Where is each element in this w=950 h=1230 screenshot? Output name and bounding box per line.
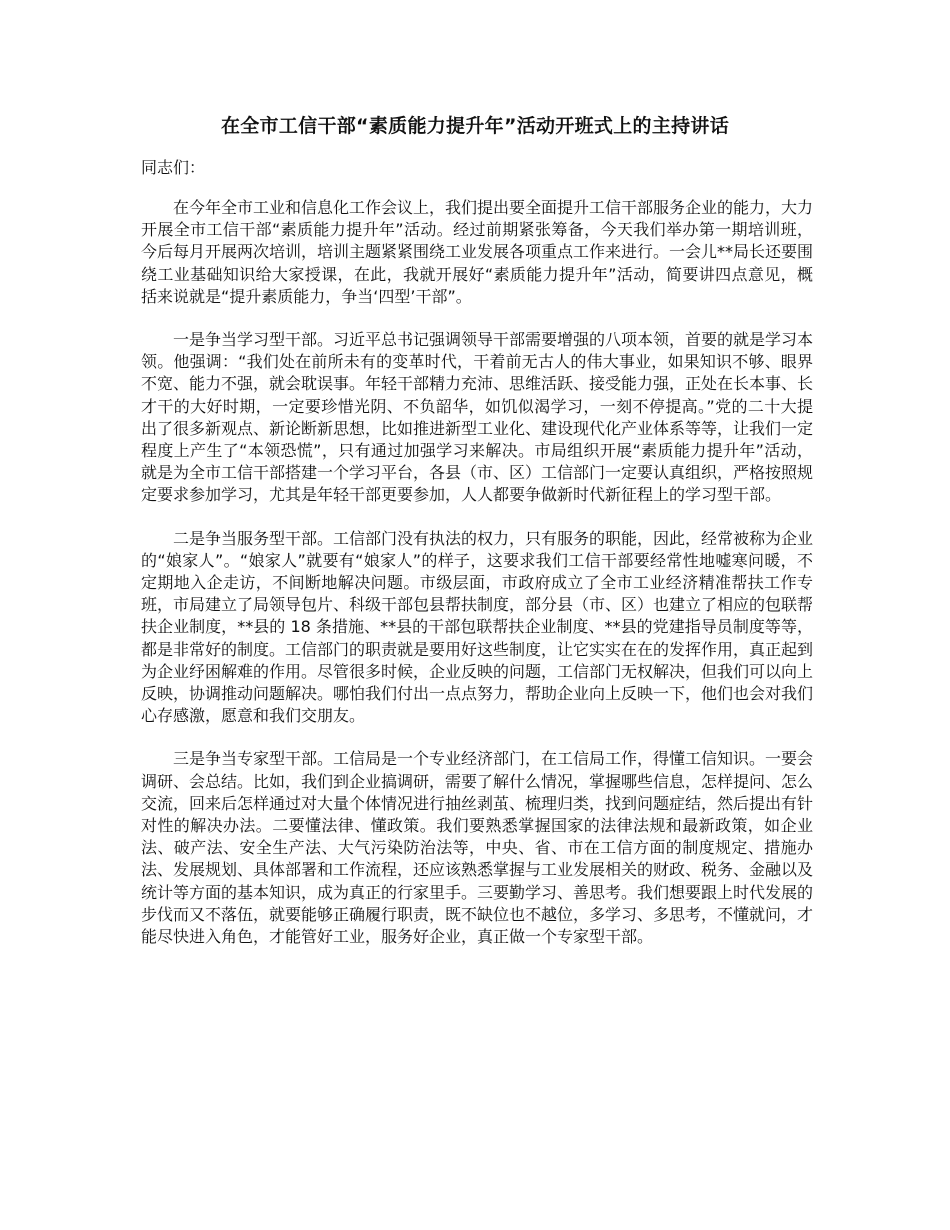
paragraph-intro: 在今年全市工业和信息化工作会议上，我们提出要全面提升工信干部服务企业的能力，大力开展全市工信干部“素质能力提升年”活动。经过前期紧张筹备，今天我们举办第一期培训班，今后每月开展两次培训，培训主题紧紧围绕工业发展各项重点工作来进行。一会儿**局长还要围绕工业基础知识给大家授课，在此，我就开展好“素质能力提升年”活动，简要讲四点意见，概括来说就是“提升素质能力，争当‘四型’干部”。 [141, 198, 814, 306]
salutation: 同志们： [141, 158, 206, 177]
paragraph-service-cadre: 二是争当服务型干部。工信部门没有执法的权力，只有服务的职能，因此，经常被称为企业的“娘家人”。“娘家人”就要有“娘家人”的样子，这要求我们工信干部要经常性地嘘寒问暖，不定期地入企走访，不间断地解决问题。市级层面，市政府成立了全市工业经济精准帮扶工作专班，市局建立了局领导包片、科级干部包县帮扶制度，部分县（市、区）也建立了相应的包联帮扶企业制度，**县的 18 条措施、**县的干部包联帮扶企业制度、**县的党建指导员制度等等，都是非常好的制度。工信部门的职责就是要用好这些制度，让它实实在在的发挥作用，真正起到为企业纾困解难的作用。尽管很多时候，企业反映的问题，工信部门无权解决，但我们可以向上反映，协调推动问题解决。哪怕我们付出一点点努力，帮助企业向上反映一下，他们也会对我们心存感激，愿意和我们交朋友。 [141, 528, 814, 726]
document-body [141, 197, 813, 969]
paragraph-learning-cadre: 一是争当学习型干部。习近平总书记强调领导干部需要增强的八项本领，首要的就是学习本领。他强调：“我们处在前所未有的变革时代，干着前无古人的伟大事业，如果知识不够、眼界不宽、能力不强，就会耽误事。年轻干部精力充沛、思维活跃、接受能力强，正处在长本事、长才干的大好时期，一定要珍惜光阴、不负韶华，如饥似渴学习，一刻不停提高。”党的二十大提出了很多新观点、新论断新思想，比如推进新型工业化、建设现代化产业体系等等，让我们一定程度上产生了“本领恐慌”，只有通过加强学习来解决。市局组织开展“素质能力提升年”活动，就是为全市工信干部搭建一个学习平台，各县（市、区）工信部门一定要认真组织，严格按照规定要求参加学习，尤其是年轻干部更要参加，人人都要争做新时代新征程上的学习型干部。 [141, 330, 814, 505]
paragraph-expert-cadre: 三是争当专家型干部。工信局是一个专业经济部门，在工信局工作，得懂工信知识。一要会调研、会总结。比如，我们到企业搞调研，需要了解什么情况，掌握哪些信息，怎样提问、怎么交流，回来后怎样通过对大量个体情况进行抽丝剥茧、梳理归类，找到问题症结，然后提出有针对性的解决办法。二要懂法律、懂政策。我们要熟悉掌握国家的法律法规和最新政策，如企业法、破产法、安全生产法、大气污染防治法等，中央、省、市在工信方面的制度规定、措施办法、发展规划、具体部署和工作流程，还应该熟悉掌握与工业发展相关的财政、税务、金融以及统计等方面的基本知识，成为真正的行家里手。三要勤学习、善思考。我们想要跟上时代发展的步伐而又不落伍，就要能够正确履行职责，既不缺位也不越位，多学习、多思考，不懂就问，才能尽快进入角色，才能管好工业，服务好企业，真正做一个专家型干部。 [141, 749, 814, 947]
document-title: 在全市工信干部“素质能力提升年”活动开班式上的主持讲话 [220, 115, 730, 137]
